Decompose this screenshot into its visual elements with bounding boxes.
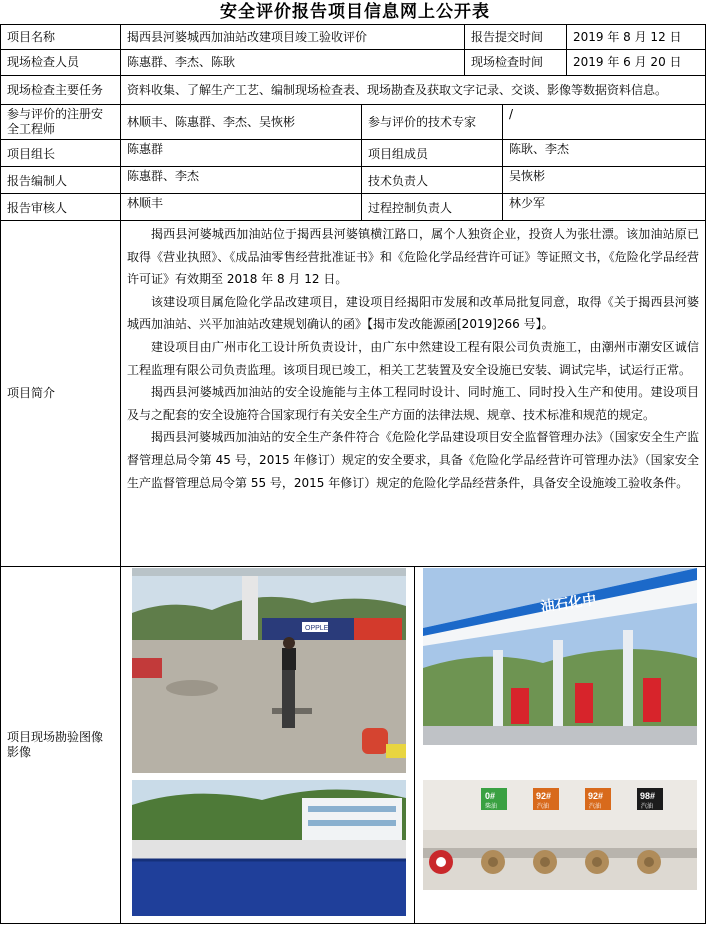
site-photo-worker — [132, 568, 406, 773]
fuel-sub-0: 柴油 — [485, 803, 498, 810]
value-tech-experts: / — [502, 104, 706, 140]
fuel-label-1: 92# — [536, 791, 552, 801]
canopy-photo — [423, 568, 697, 745]
value-inspect-time: 2019 年 6 月 20 日 — [566, 49, 706, 76]
label-project-name: 项目名称 — [0, 24, 121, 50]
label-main-tasks: 现场检查主要任务 — [0, 75, 121, 105]
value-project-name: 揭西县河婆城西加油站改建项目竣工验收评价 — [120, 24, 465, 50]
label-submit-time: 报告提交时间 — [464, 24, 567, 50]
label-tech-experts: 参与评价的技术专家 — [361, 104, 503, 140]
intro-paragraph: 建设项目由广州市化工设计所负责设计，由广东中然建设工程有限公司负责施工，由潮州市潮安区诚信工程监理有限公司负责监理。该项目现已竣工，相关工艺装置及安全设施已安装、调试完毕，试运行正常。 — [127, 339, 699, 377]
fuel-sub-1: 汽油 — [537, 803, 550, 810]
value-team-members: 陈耿、李杰 — [502, 139, 706, 167]
value-reviewer: 林顺丰 — [120, 193, 362, 221]
label-safety-engineers: 参与评价的注册安全工程师 — [0, 104, 121, 140]
label-inspect-time: 现场检查时间 — [464, 49, 567, 76]
canopy-sign: 油石化中 — [539, 591, 598, 616]
intro-paragraph: 揭西县河婆城西加油站位于揭西县河婆镇横江路口，属个人独资企业，投资人为张壮漂。该加油站原已取得《营业执照》、《成品油零售经营批准证书》和《危险化学品经营许可证》等证照文书，《危险化学品经营许可证》有效期至 2018 年 8 月 12 日。 — [127, 227, 699, 287]
fence-photo — [132, 780, 406, 916]
label-photos: 项目现场勘验图像影像 — [0, 566, 121, 924]
intro-paragraph: 揭西县河婆城西加油站的安全设施能与主体工程同时设计、同时施工、同时投入生产和使用。建设项目及与之配套的安全设施符合国家现行有关安全生产方面的法律法规、规章、技术标准和规范的规定。 — [127, 385, 699, 422]
label-inspectors: 现场检查人员 — [0, 49, 121, 76]
intro-paragraph: 该建设项目属危险化学品改建项目，建设项目经揭阳市发展和改革局批复同意，取得《关于揭西县河婆城西加油站、兴平加油站改建规划确认的函》【揭市发改能源函[2019]266 号】。 — [127, 294, 699, 332]
shop-sign: OPPLE — [305, 625, 329, 632]
value-compiler: 陈惠群、李杰 — [120, 166, 362, 194]
fuel-label-0: 0# — [485, 791, 496, 801]
value-process-controller: 林少军 — [502, 193, 706, 221]
intro-text — [120, 220, 706, 567]
value-team-leader: 陈惠群 — [120, 139, 362, 167]
fuel-sub-3: 汽油 — [641, 803, 654, 810]
pipes-photo — [423, 780, 697, 890]
value-submit-time: 2019 年 8 月 12 日 — [566, 24, 706, 50]
value-inspectors: 陈惠群、李杰、陈耿 — [120, 49, 465, 76]
value-safety-engineers: 林顺丰、陈惠群、李杰、吴恢彬 — [120, 104, 362, 140]
label-process-controller: 过程控制负责人 — [361, 193, 503, 221]
fuel-sub-2: 汽油 — [589, 803, 602, 810]
fuel-label-2: 92# — [588, 791, 604, 801]
page-title: 安全评价报告项目信息网上公开表 — [220, 2, 490, 22]
value-main-tasks: 资料收集、了解生产工艺、编制现场检查表、现场勘查及获取文字记录、交谈、影像等数据资料信息。 — [120, 75, 706, 105]
label-team-leader: 项目组长 — [0, 139, 121, 167]
intro-paragraph: 揭西县河婆城西加油站的安全生产条件符合《危险化学品建设项目安全监督管理办法》（国家安全生产监督管理总局令第 45 号，2015 年修订）规定的安全要求，具备《危险化学品经营许可管理办法》（国家安全生产监督管理总局令第 55 号，2015 年修订）规定的危险化学品经营条件，具备安全设施竣工验收条件。 — [127, 430, 699, 490]
value-tech-lead: 吴恢彬 — [502, 166, 706, 194]
label-intro: 项目简介 — [0, 220, 121, 567]
fuel-label-3: 98# — [640, 791, 656, 801]
label-compiler: 报告编制人 — [0, 166, 121, 194]
label-reviewer: 报告审核人 — [0, 193, 121, 221]
label-tech-lead: 技术负责人 — [361, 166, 503, 194]
label-team-members: 项目组成员 — [361, 139, 503, 167]
